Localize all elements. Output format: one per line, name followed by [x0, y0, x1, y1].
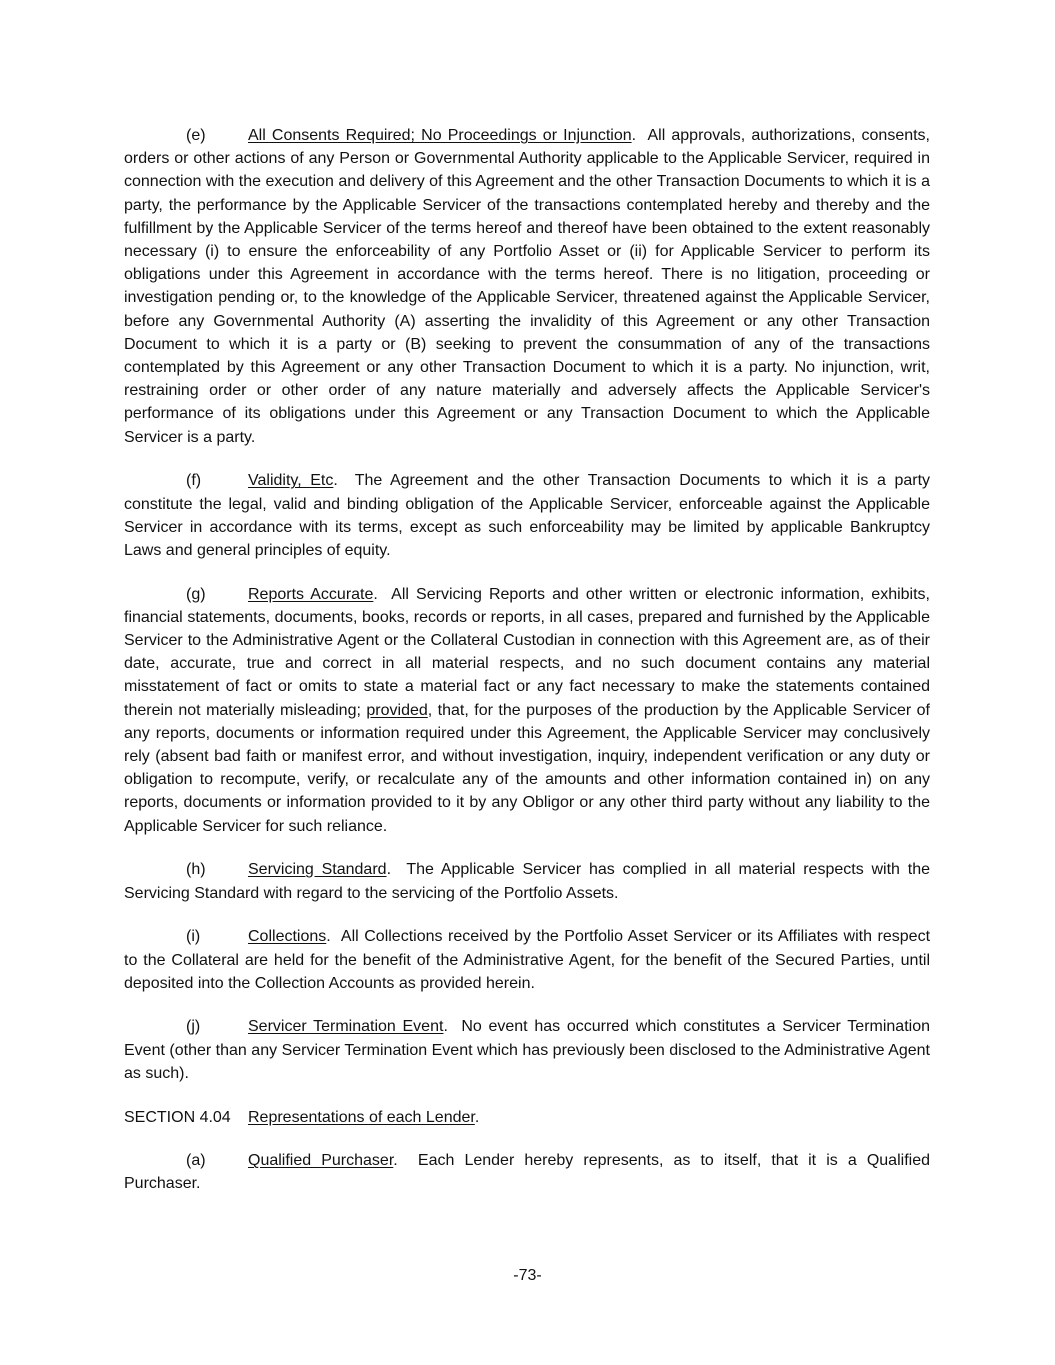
- paragraph-text: All approvals, authorizations, consents, orders or other actions of any Person or Governmental Authority applicable to the Applicable Servicer, required in connection with the execution and delivery of this Agreement and the other Transaction Documents to which it is a party, the performance by the Applicable Servicer of the transactions contemplated hereby and thereby and the fulfillment by the Applicable Servicer of the terms hereof and thereof have been obtained to the extent reasonably necessary (i) to ensure the enforceability of any Portfolio Asset or (ii) for Applicable Servicer to perform its obligations under this Agreement in accordance with the terms hereof. There is no litigation, proceeding or investigation pending or, to the knowledge of the Applicable Servicer, threatened against the Applicable Servicer, before any Governmental Authority (A) asserting the invalidity of this Agreement or any other Transaction Document to which it is a party or (B) seeking to prevent the consummation of any of the transactions contemplated by this Agreement or any other Transaction Document to which it is a party. No injunction, writ, restraining order or other order of any nature materially and adversely affects the Applicable Servicer's performance of its obligations under this Agreement or any Transaction Document to which the Applicable Servicer is a party.: [124, 127, 931, 446]
- paragraph-i: (i) Collections. All Collections received by the Portfolio Asset Servicer or its Affiliates with respect to the Collateral are held for the benefit of the Administrative Agent, for the benefit of the Secured Parties, until deposited into the Collection Accounts as provided herein.: [124, 925, 930, 995]
- paragraph-heading: Qualified Purchaser: [248, 1152, 394, 1170]
- paragraph-h: (h) Servicing Standard. The Applicable Servicer has complied in all material respects with the Servicing Standard with regard to the servicing of the Portfolio Assets.: [124, 858, 930, 904]
- paragraph-label: (f): [186, 472, 202, 490]
- page-number: -73-: [513, 1267, 542, 1284]
- paragraph-label: (e): [186, 127, 206, 144]
- paragraph-heading: Reports Accurate: [248, 585, 374, 603]
- paragraph-text: The Applicable Servicer has complied in all material respects with the Servicing Standard with regard to the servicing of the Portfolio Assets.: [124, 861, 931, 902]
- paragraph-text: The Agreement and the other Transaction Documents to which it is a party constitute the legal, valid and binding obligation of the Applicable Servicer, enforceable against the Applicable Servicer in accordance with its terms, except as such enforceability may be limited by applicable Bankruptcy Laws and general principles of equity.: [124, 472, 931, 559]
- paragraph-label: (j): [186, 1018, 201, 1036]
- paragraph-label: (a): [186, 1152, 206, 1170]
- paragraph-text: No event has occurred which constitutes a Servicer Termination Event (other than any Servicer Termination Event which has previously been disclosed to the Administrative Agent as such).: [124, 1018, 931, 1082]
- paragraph-text-continued: , that, for the purposes of the production by the Applicable Servicer of any reports, documents or information required under this Agreement, the Applicable Servicer may conclusively rely (absent bad faith or manifest error, and without investigation, inquiry, independent verification or any duty or obligation to recompute, verify, or recalculate any of the amounts and other information contained in) on any reports, documents or information provided to it by any Obligor or any other third party without any liability to the Applicable Servicer for such reliance.: [124, 701, 931, 835]
- paragraph-label: (h): [186, 861, 206, 879]
- section-heading: SECTION 4.04 Representations of each Lender.: [124, 1106, 930, 1129]
- paragraph-heading: Validity, Etc: [248, 472, 334, 490]
- paragraph-text: Each Lender hereby represents, as to itself, that it is a Qualified Purchaser.: [124, 1152, 930, 1193]
- proviso-term: provided: [366, 701, 428, 719]
- paragraph-f: (f) Validity, Etc. The Agreement and the other Transaction Documents to which it is a party constitute the legal, valid and binding obligation of the Applicable Servicer, enforceable against the Applicable Servicer in accordance with its terms, except as such enforceability may be limited by applicable Bankruptcy Laws and general principles of equity.: [124, 469, 930, 562]
- paragraph-text: All Servicing Reports and other written or electronic information, exhibits, financial statements, documents, books, records or reports, in all cases, prepared and furnished by the Applicable Servicer to the Administrative Agent or the Collateral Custodian in connection with this Agreement are, as of their date, accurate, true and correct in all material respects, and no such document contains any material misstatement of fact or omits to state a material fact or any fact necessary to make the statements contained therein not materially misleading;: [124, 585, 930, 719]
- paragraph-e: (e) All Consents Required; No Proceedings or Injunction. All approvals, authorizations, consents, orders or other actions of any Person or Governmental Authority applicable to the Applicable Servicer, required in connection with the execution and delivery of this Agreement and the other Transaction Documents to which it is a party, the performance by the Applicable Servicer of the transactions contemplated hereby and thereby and the fulfillment by the Applicable Servicer of the terms hereof and thereof have been obtained to the extent reasonably necessary (i) to ensure the enforceability of any Portfolio Asset or (ii) for Applicable Servicer to perform its obligations under this Agreement in accordance with the terms hereof. There is no litigation, proceeding or investigation pending or, to the knowledge of the Applicable Servicer, threatened against the Applicable Servicer, before any Governmental Authority (A) asserting the invalidity of this Agreement or any other Transaction Document to which it is a party or (B) seeking to prevent the consummation of any of the transactions contemplated by this Agreement or any other Transaction Document to which it is a party. No injunction, writ, restraining order or other order of any nature materially and adversely affects the Applicable Servicer's performance of its obligations under this Agreement or any Transaction Document to which the Applicable Servicer is a party.: [124, 124, 930, 449]
- section-title: Representations of each Lender: [248, 1108, 475, 1126]
- paragraph-text: All Collections received by the Portfolio Asset Servicer or its Affiliates with respect to the Collateral are held for the benefit of the Administrative Agent, for the benefit of the Secured Parties, until deposited into the Collection Accounts as provided herein.: [124, 928, 931, 992]
- paragraph-label: (g): [186, 585, 206, 603]
- paragraph-a: (a) Qualified Purchaser. Each Lender hereby represents, as to itself, that it is a Qualified Purchaser.: [124, 1149, 930, 1195]
- paragraph-heading: Collections: [248, 928, 327, 946]
- paragraph-heading: Servicing Standard: [248, 861, 387, 879]
- paragraph-g: (g) Reports Accurate. All Servicing Reports and other written or electronic information, exhibits, financial statements, documents, books, records or reports, in all cases, prepared and furnished by the Applicable Servicer to the Administrative Agent or the Collateral Custodian in connection with this Agreement are, as of their date, accurate, true and correct in all material respects, and no such document contains any material misstatement of fact or omits to state a material fact or any fact necessary to make the statements contained therein not materially misleading; provided, that, for the purposes of the production by the Applicable Servicer of any reports, documents or information required under this Agreement, the Applicable Servicer may conclusively rely (absent bad faith or manifest error, and without investigation, inquiry, independent verification or any duty or obligation to recompute, verify, or recalculate any of the amounts and other information contained in) on any reports, documents or information provided to it by any Obligor or any other third party without any liability to the Applicable Servicer for such reliance.: [124, 583, 930, 838]
- section-number: SECTION 4.04: [124, 1108, 231, 1126]
- paragraph-label: (i): [186, 928, 201, 946]
- paragraph-heading: Servicer Termination Event: [248, 1018, 444, 1036]
- paragraph-heading: All Consents Required; No Proceedings or Injunction: [248, 127, 632, 144]
- document-page: [124, 124, 930, 1216]
- paragraph-j: (j) Servicer Termination Event. No event has occurred which constitutes a Servicer Termination Event (other than any Servicer Termination Event which has previously been disclosed to the Administrative Agent as such).: [124, 1015, 930, 1085]
